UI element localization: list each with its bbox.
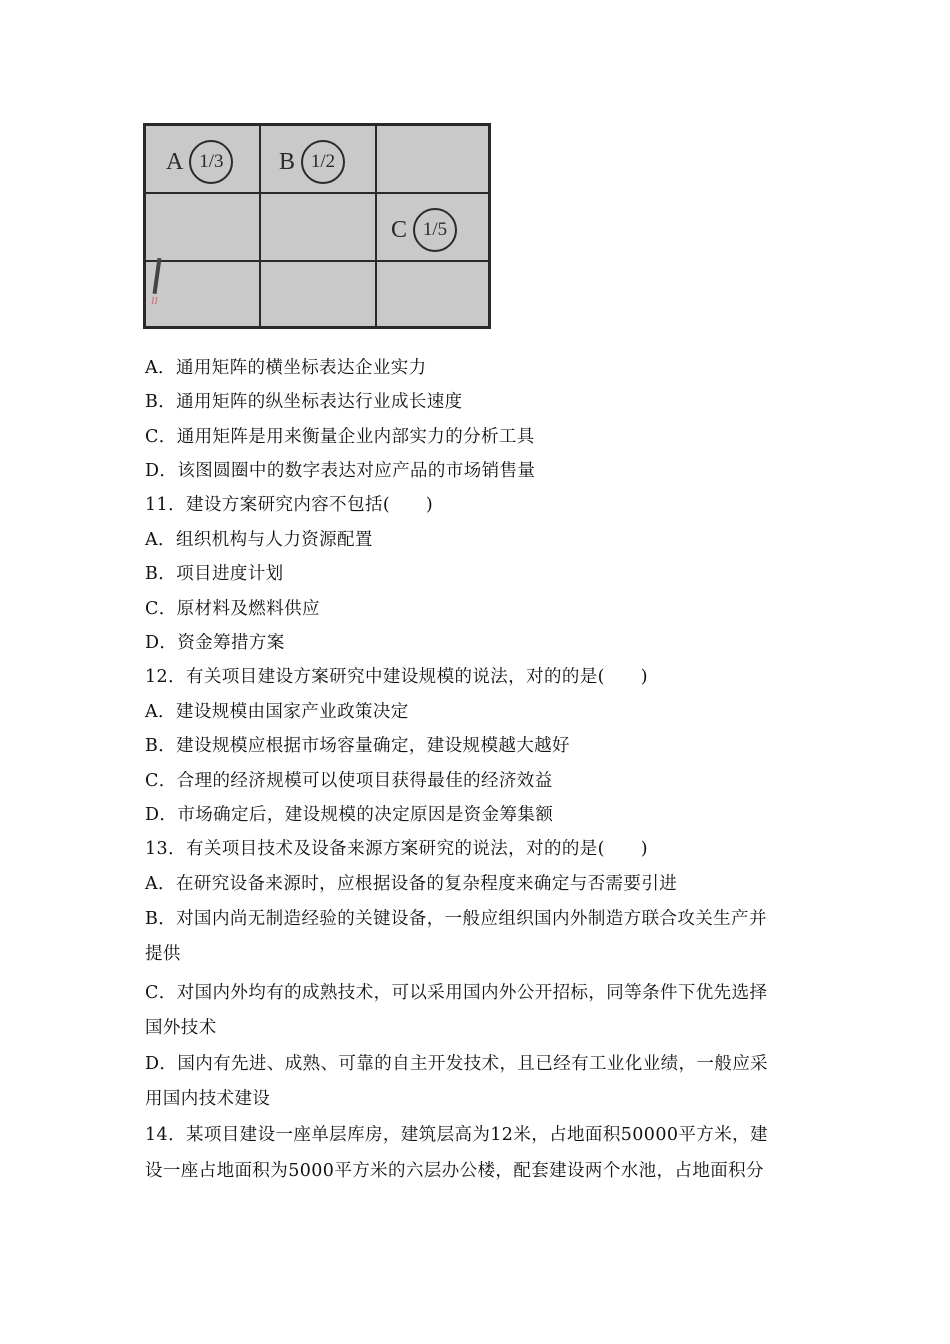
option-line: D．资金筹措方案 [145, 633, 285, 653]
grid-line [375, 126, 377, 326]
option-line: D．国内有先进、成熟、可靠的自主开发技术，且已经有工业化业绩，一般应采 [145, 1054, 769, 1074]
cell-b [279, 140, 345, 184]
red-mark-text: II [151, 296, 158, 307]
option-line-continued: 国外技术 [145, 1018, 217, 1038]
grid-line [146, 192, 488, 194]
cell-a-letter: A [166, 148, 184, 175]
option-line: A．在研究设备来源时，应根据设备的复杂程度来确定与否需要引进 [145, 874, 678, 894]
pen-mark [153, 258, 162, 294]
cell-a [166, 140, 233, 184]
question-line: 12．有关项目建设方案研究中建设规模的说法，对的的是( ) [145, 667, 648, 687]
question-line: 14．某项目建设一座单层库房，建筑层高为12米，占地面积50000平方米，建 [145, 1125, 768, 1145]
question-line: 11．建设方案研究内容不包括( ) [145, 495, 434, 515]
option-line: A．建设规模由国家产业政策决定 [145, 702, 409, 722]
grid-line [146, 260, 488, 262]
cell-c-letter: C [391, 216, 408, 243]
option-line: B．项目进度计划 [145, 564, 284, 584]
option-line: A．组织机构与人力资源配置 [145, 530, 373, 550]
option-line: D．该图圆圈中的数字表达对应产品的市场销售量 [145, 461, 536, 481]
question-line: 13．有关项目技术及设备来源方案研究的说法，对的的是( ) [145, 839, 648, 859]
option-line-continued: 用国内技术建设 [145, 1089, 271, 1109]
option-line: A．通用矩阵的横坐标表达企业实力 [145, 358, 427, 378]
question-line-continued: 设一座占地面积为5000平方米的六层办公楼，配套建设两个水池，占地面积分 [145, 1161, 764, 1181]
option-line: B．建设规模应根据市场容量确定，建设规模越大越好 [145, 736, 570, 756]
grid-line [259, 126, 261, 326]
cell-a-value-circle: 1/3 [189, 140, 233, 184]
option-line: B．对国内尚无制造经验的关键设备，一般应组织国内外制造方联合攻关生产并 [145, 909, 767, 929]
option-line: C．原材料及燃料供应 [145, 599, 320, 619]
cell-b-letter: B [279, 148, 296, 175]
cell-b-value-circle: 1/2 [301, 140, 345, 184]
option-line: C．通用矩阵是用来衡量企业内部实力的分析工具 [145, 427, 535, 447]
option-line: C．合理的经济规模可以使项目获得最佳的经济效益 [145, 771, 553, 791]
cell-c-value-circle: 1/5 [413, 208, 457, 252]
option-line-continued: 提供 [145, 944, 181, 964]
general-matrix-figure [143, 123, 491, 329]
cell-c [391, 208, 457, 252]
option-line: B．通用矩阵的纵坐标表达行业成长速度 [145, 392, 463, 412]
option-line: D．市场确定后，建设规模的决定原因是资金筹集额 [145, 805, 554, 825]
option-line: C．对国内外均有的成熟技术，可以采用国内外公开招标，同等条件下优先选择 [145, 983, 768, 1003]
